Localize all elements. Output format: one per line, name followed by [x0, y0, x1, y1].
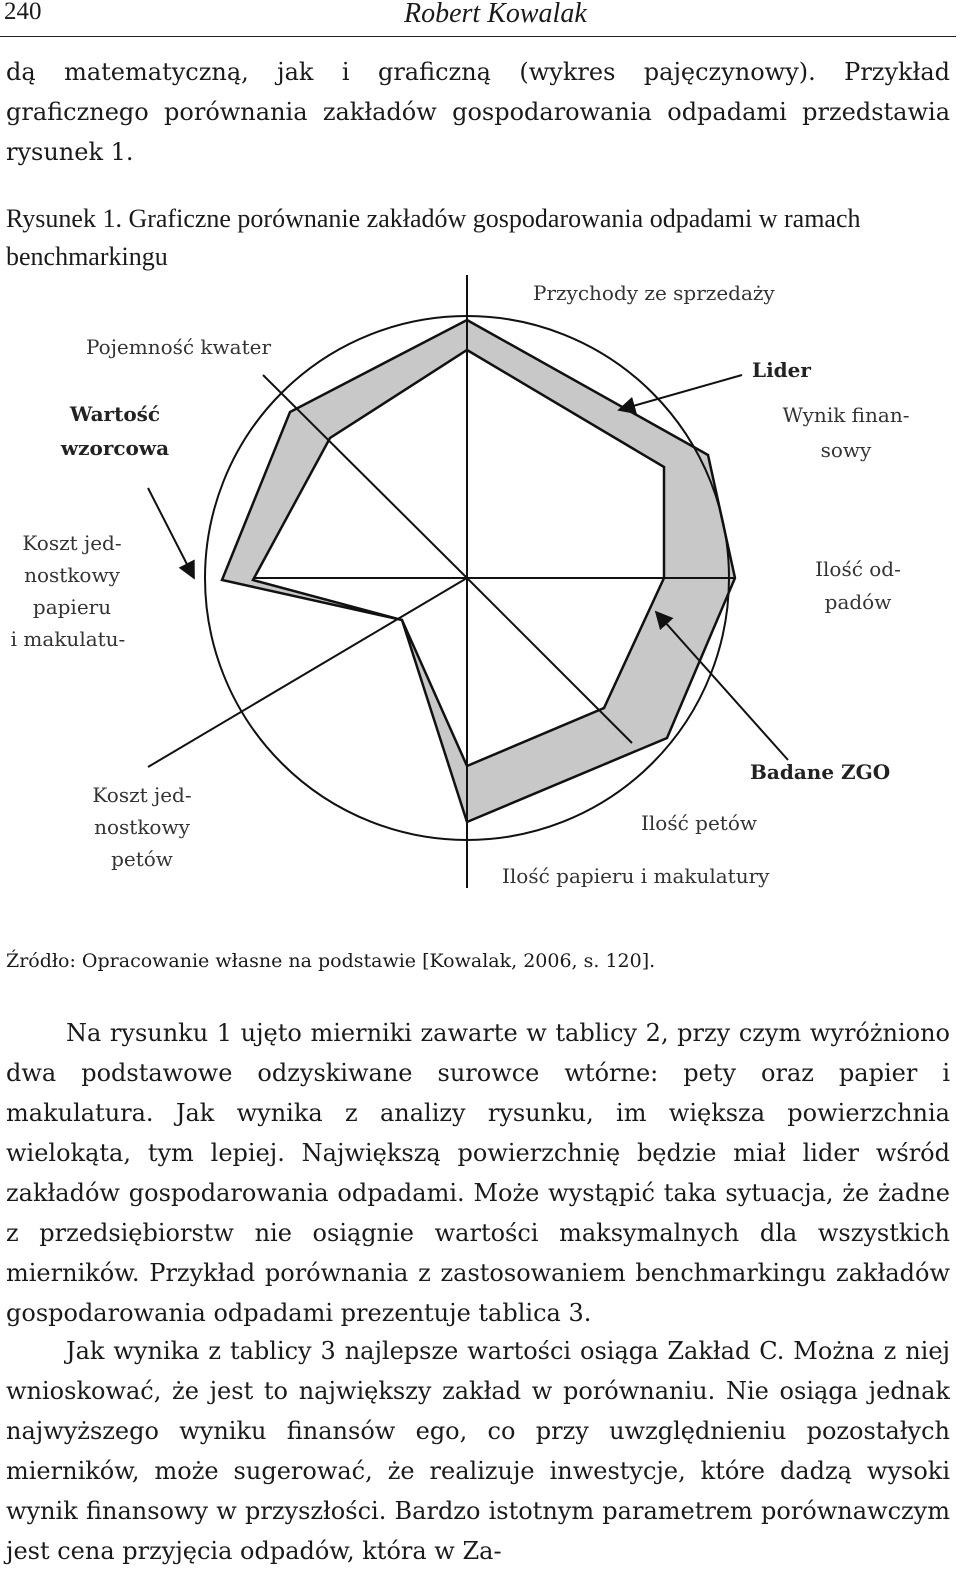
annotation-leader: Lider: [752, 358, 811, 382]
annotation-reference-value-1: Wartość: [69, 402, 161, 426]
axis-label-waste-2: padów: [824, 590, 892, 614]
axis-label-capacity: Pojemność kwater: [86, 335, 272, 359]
axis-label-revenue: Przychody ze sprzedaży: [533, 281, 775, 305]
page-header: [0, 0, 956, 37]
radar-figure: [0, 268, 960, 898]
axis-label-financial-result: Wynik finan-: [782, 403, 910, 427]
axis-label-waste: Ilość od-: [815, 557, 901, 581]
axis-label-paper-cost-2: nostkowy: [24, 563, 120, 587]
figure-source: Źródło: Opracowanie własne na podstawie [Kowalak, 2006, s. 120].: [6, 950, 656, 972]
annotation-reference-value-2: wzorcowa: [60, 436, 170, 460]
figure-caption: Rysunek 1. Graficzne porównanie zakładów gospodarowania odpadami w ramach benchmarkingu: [6, 204, 861, 271]
difference-band: [222, 320, 735, 822]
axis-label-pet-cost-2: nostkowy: [94, 815, 190, 839]
axis-label-pet-cost-1: Koszt jed-: [92, 783, 192, 807]
axis-label-paper-cost-1: Koszt jed-: [22, 531, 122, 555]
axis-label-pet-cost-3: petów: [111, 847, 173, 871]
body-paragraph-2: Jak wynika z tablicy 3 najlepsze wartości osiąga Zakład C. Można z niej wnioskować, że jest to największy zakład w porównaniu. Nie osiąga jednak najwyższego wyniku finansów ego, co przy uwzględnieniu pozostałych mierników, może sugerować, że realizuje inwestycje, które dadzą wysoki wynik finansowy w przyszłości. Bardzo istotnym parametrem porównawczym jest cena przyjęcia odpadów, która w Za-: [6, 1337, 950, 1565]
axis-label-paper: Ilość papieru i makulatury: [502, 864, 770, 888]
annotation-studied-plant: Badane ZGO: [750, 760, 891, 784]
page-number: 240: [4, 0, 42, 25]
intro-paragraph: dą matematyczną, jak i graficzną (wykres pajęczynowy). Przykład graficznego porównania zakładów gospodarowania odpadami przedstawia rysunek 1.: [6, 58, 950, 166]
axis-label-pets: Ilość petów: [641, 811, 757, 835]
axis-label-paper-cost-3: papieru: [32, 595, 112, 619]
body-paragraph-1: Na rysunku 1 ujęto mierniki zawarte w tablicy 2, przy czym wyróżniono dwa podstawowe odzyskiwane surowce wtórne: pety oraz papier i makulatura. Jak wynika z analizy rysunku, im większa powierzchnia wielokąta, tym lepiej. Największą powierzchnię będzie miał lider wśród zakładów gospodarowania odpadami. Może wystąpić taka sytuacja, że żadne z przedsiębiorstw nie osiągnie wartości maksymalnych dla wszystkich mierników. Przykład porównania z zastosowaniem benchmarkingu zakładów gospodarowania odpadami prezentuje tablica 3.: [6, 1019, 950, 1327]
axis-label-paper-cost-4: i makulatu-: [10, 627, 126, 651]
axis-label-financial-result-2: sowy: [820, 438, 872, 462]
running-head: Robert Kowalak: [404, 0, 587, 29]
